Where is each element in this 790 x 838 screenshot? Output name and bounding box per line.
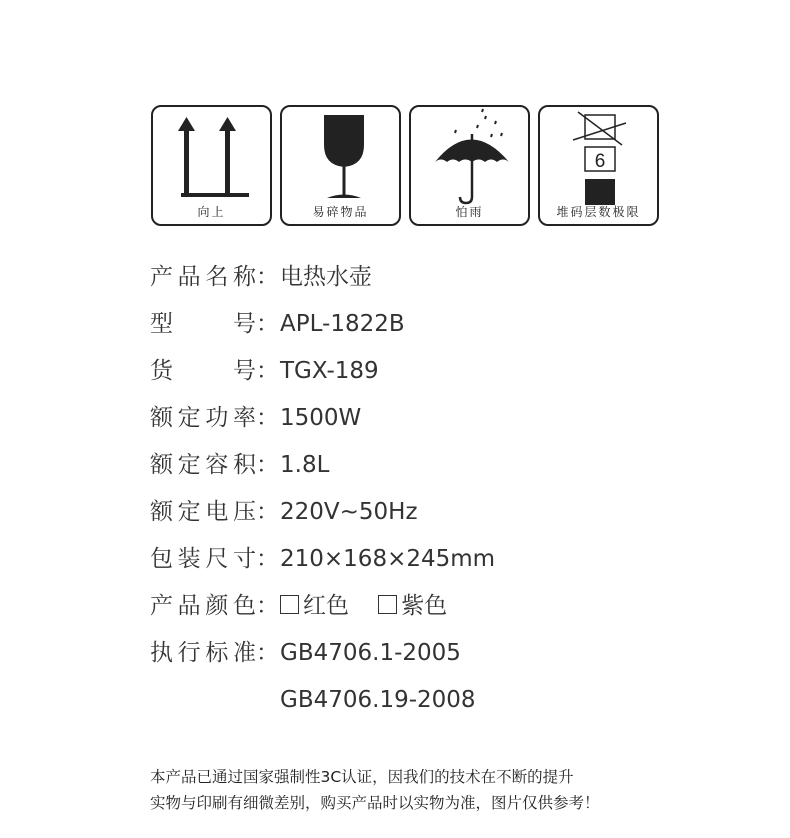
umbrella-icon (411, 107, 532, 205)
up-arrows-icon (153, 107, 274, 202)
spec-row (150, 309, 495, 356)
stack-limit-icon (540, 107, 661, 205)
wine-glass-icon (282, 107, 403, 202)
this-way-up-symbol (151, 105, 272, 226)
value-text: TGX-189 (280, 358, 379, 384)
value-text: 1.8L (280, 452, 330, 478)
colon: ： (256, 546, 279, 572)
colon: ： (256, 452, 279, 478)
spec-row (150, 262, 495, 309)
value-text: 电热水壶 (280, 264, 372, 290)
spec-value (280, 544, 495, 591)
spec-value (280, 591, 447, 638)
value-text: APL-1822B (280, 311, 405, 337)
stack-number: 6 (594, 151, 606, 172)
spec-value (280, 403, 361, 450)
spec-row (150, 356, 495, 403)
spec-value (280, 497, 418, 544)
spec-label: 产品名称 (150, 264, 256, 290)
spec-label: 额定电压 (150, 499, 256, 525)
color-checkbox[interactable] (378, 595, 397, 614)
colon: ： (256, 499, 279, 525)
spec-list (150, 262, 495, 732)
standard-value: GB4706.1-2005 (280, 640, 461, 666)
colon: ： (256, 264, 279, 290)
disclaimer (150, 764, 600, 816)
value-text: 220V~50Hz (280, 499, 418, 525)
value-text: 1500W (280, 405, 362, 431)
color-option: 红色 (303, 593, 349, 619)
colon: ： (256, 640, 279, 666)
spec-value (280, 685, 476, 732)
spec-value (280, 356, 379, 403)
disclaimer-line: 实物与印刷有细微差别，购买产品时以实物为准，图片仅供参考！ (150, 794, 600, 812)
keep-dry-symbol (409, 105, 530, 226)
spec-label: 额定功率 (150, 405, 256, 431)
spec-value (280, 309, 405, 356)
colon: ： (256, 593, 279, 619)
colon (256, 685, 280, 732)
spec-row (150, 544, 495, 591)
spec-value (280, 638, 461, 685)
colon: ： (256, 405, 279, 431)
spec-row-standard-cont (150, 685, 495, 732)
spec-value (280, 262, 372, 309)
standard-value: GB4706.19-2008 (280, 687, 476, 713)
spec-label: 执行标准 (150, 640, 256, 666)
spec-label: 包装尺寸 (150, 546, 256, 572)
symbol-label: 怕雨 (455, 205, 484, 219)
color-checkbox[interactable] (280, 595, 299, 614)
spec-label (150, 685, 256, 732)
spec-label: 额定容积 (150, 452, 256, 478)
symbol-label: 向上 (197, 205, 226, 219)
spec-label: 货号 (150, 358, 256, 384)
value-text: 210×168×245mm (280, 546, 496, 572)
spec-value (280, 450, 329, 497)
spec-label: 产品颜色 (150, 593, 256, 619)
colon: ： (256, 311, 279, 337)
color-option: 紫色 (401, 593, 448, 619)
spec-row-standard (150, 638, 495, 685)
spec-row (150, 497, 495, 544)
disclaimer-line: 本产品已通过国家强制性3C认证，因我们的技术在不断的提升 (150, 768, 574, 786)
spec-row-colors (150, 591, 495, 638)
spec-row (150, 450, 495, 497)
symbol-label: 堆码层数极限 (556, 205, 641, 219)
package-symbols (151, 105, 659, 226)
colon: ： (256, 358, 279, 384)
spec-row (150, 403, 495, 450)
spec-label: 型号 (150, 311, 256, 337)
stack-limit-symbol (538, 105, 659, 226)
symbol-label: 易碎物品 (312, 205, 369, 219)
fragile-symbol (280, 105, 401, 226)
